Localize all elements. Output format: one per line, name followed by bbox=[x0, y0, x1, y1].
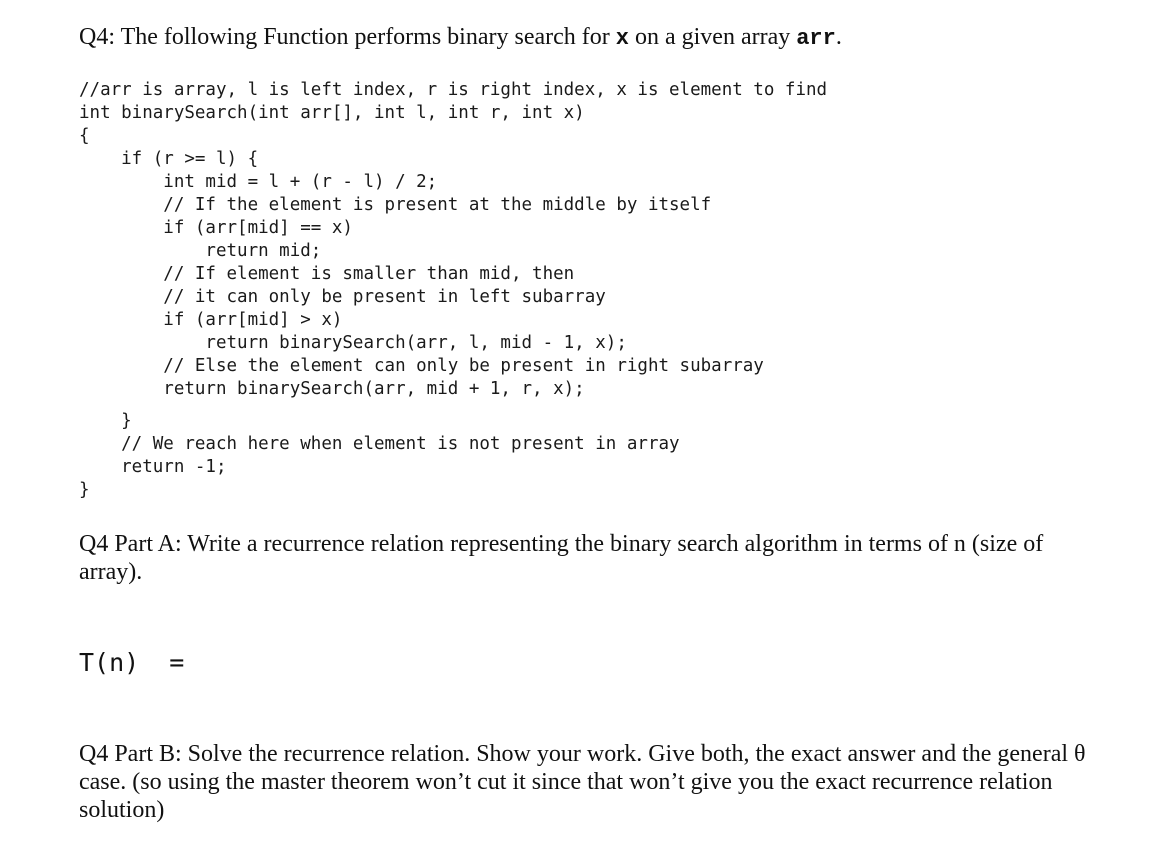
code-line: if (arr[mid] == x) bbox=[79, 218, 353, 238]
code-line: { bbox=[79, 126, 90, 146]
code-line: //arr is array, l is left index, r is right index, x is element to find bbox=[79, 80, 828, 100]
code-line: return mid; bbox=[79, 241, 322, 261]
var-x: x bbox=[615, 26, 629, 51]
code-line: // Else the element can only be present in right subarray bbox=[79, 356, 764, 376]
code-line: return binarySearch(arr, mid + 1, r, x); bbox=[79, 379, 585, 399]
code-line: return binarySearch(arr, l, mid - 1, x); bbox=[79, 333, 627, 353]
question-middle: on a given array bbox=[628, 24, 797, 50]
part-a-prompt: Q4 Part A: Write a recurrence relation representing the binary search algorithm in terms of n (size of array). bbox=[79, 531, 1044, 585]
code-line: if (r >= l) { bbox=[79, 149, 259, 169]
code-line: } bbox=[79, 411, 132, 431]
code-block bbox=[79, 79, 827, 502]
code-line: // If element is smaller than mid, then bbox=[79, 264, 575, 284]
code-line: // it can only be present in left subarray bbox=[79, 287, 606, 307]
code-line: int binarySearch(int arr[], int l, int r, int x) bbox=[79, 103, 585, 123]
recurrence-label: T(n) = bbox=[79, 648, 185, 677]
part-b-prompt: Q4 Part B: Solve the recurrence relation. Show your work. Give both, the exact answer and the general θ case. (so using the master theorem won’t cut it since that won’t give you the exact recurrence relation solution) bbox=[79, 741, 1086, 823]
code-line: if (arr[mid] > x) bbox=[79, 310, 343, 330]
code-line: int mid = l + (r - l) / 2; bbox=[79, 172, 438, 192]
question-title bbox=[79, 22, 842, 54]
code-line: return -1; bbox=[79, 457, 227, 477]
var-arr: arr bbox=[796, 26, 836, 51]
code-line: // If the element is present at the middle by itself bbox=[79, 195, 712, 215]
question-prefix: Q4: The following Function performs binary search for bbox=[79, 24, 616, 50]
code-line: } bbox=[79, 480, 90, 500]
question-suffix: . bbox=[835, 24, 842, 50]
code-line: // We reach here when element is not present in array bbox=[79, 434, 680, 454]
